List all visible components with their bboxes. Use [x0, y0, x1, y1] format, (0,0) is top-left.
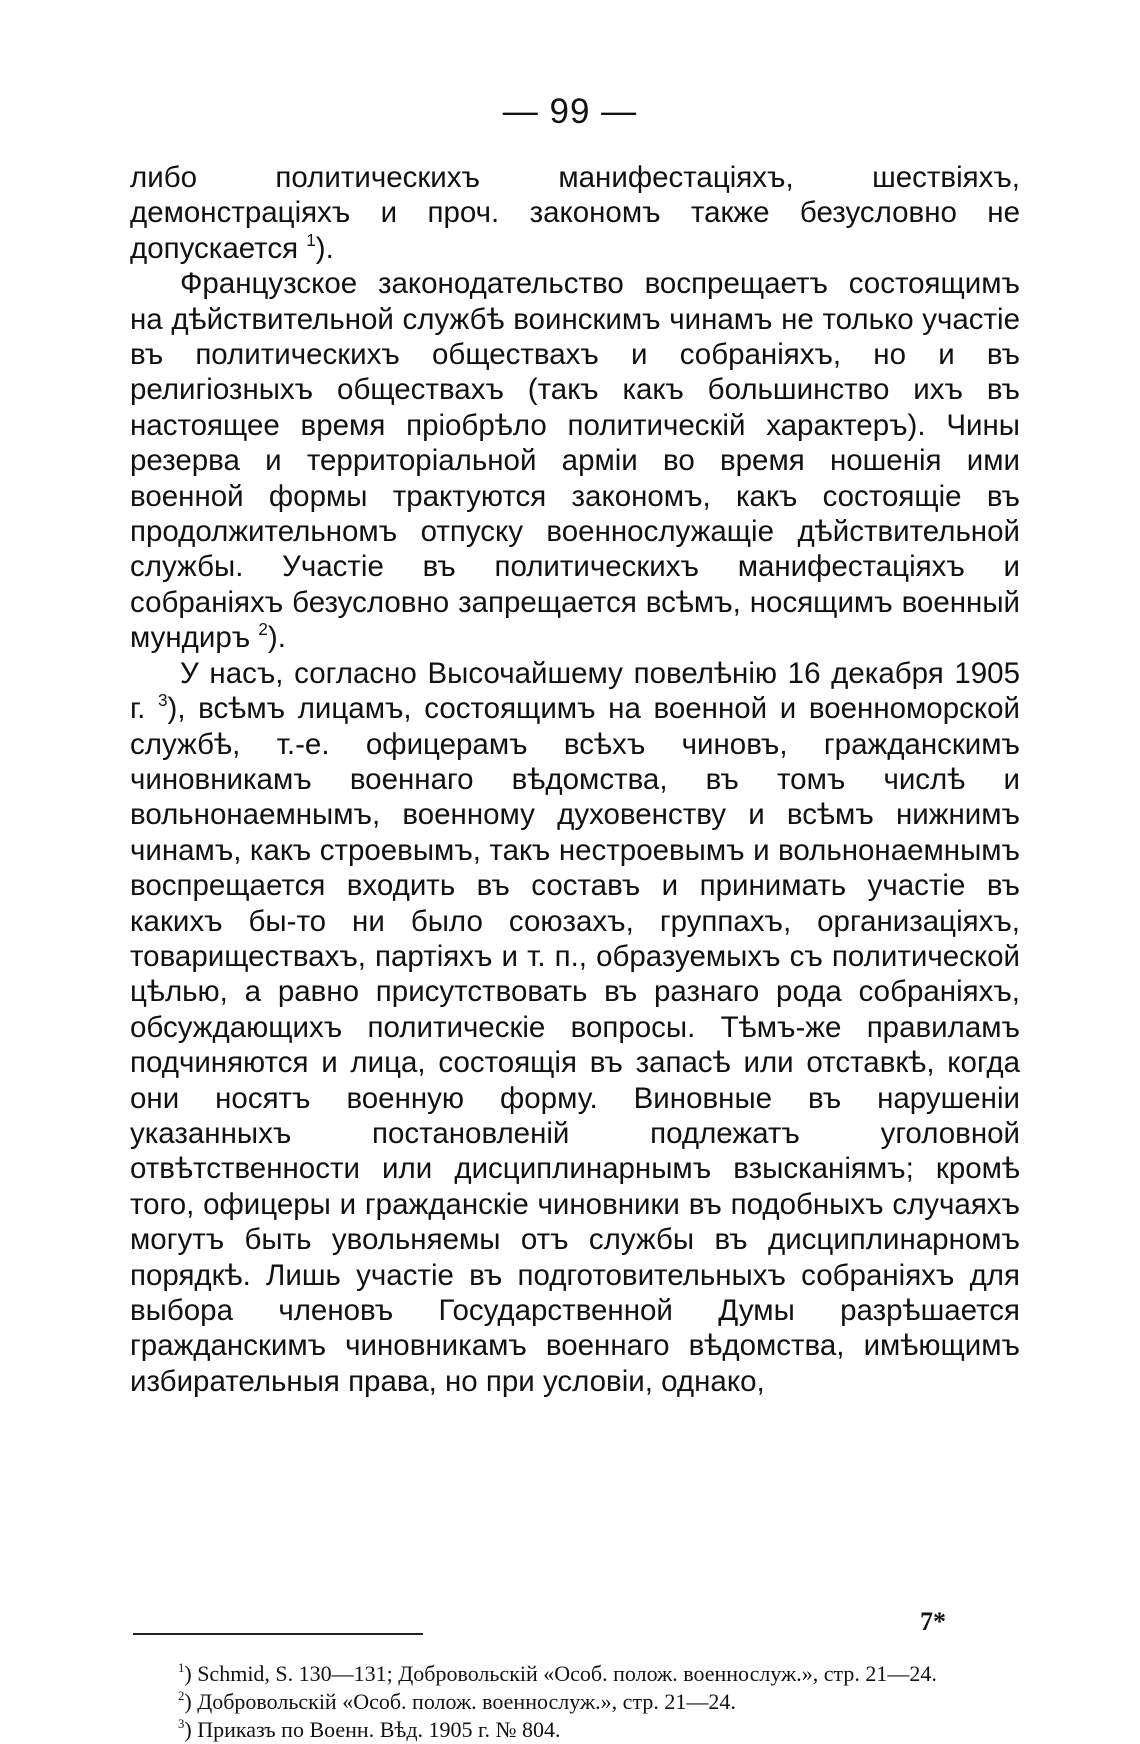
- footnote-text: ) Добровольскiй «Особ. полож. военнослуж.», стр. 21—24.: [184, 1689, 736, 1714]
- paragraph-tail: ).: [267, 621, 286, 655]
- paragraph-text: либо политическихъ манифестацiяхъ, шествiяхъ, демонстрацiяхъ и проч. закономъ также безусловно не допускается: [130, 161, 1020, 265]
- paragraph-text: ), всѣмъ лицамъ, состоящимъ на военной и военноморской службѣ, т.-е. офицерамъ всѣхъ чиновъ, гражданскимъ чиновникамъ военнаго вѣдомства, въ томъ числѣ и вольнонаемнымъ, военному духовенству и всѣмъ нижнимъ чинамъ, какъ строевымъ, такъ нестроевымъ и вольнонаемнымъ воспрещается входить въ составъ и принимать участiе въ какихъ бы-то ни было союзахъ, группахъ, организацiяхъ, товариществахъ, партiяхъ и т. п., образуемыхъ съ политической цѣлью, а равно присутствовать въ разнаго рода собранiяхъ, обсуждающихъ политическiе вопросы. Тѣмъ-же правиламъ подчиняются и лица, состоящiя въ запасѣ или отставкѣ, когда они носятъ военную форму. Виновные въ нарушенiи указанныхъ постановленiй подлежатъ уголовной отвѣтственности или дисциплинарнымъ взысканiямъ; кромѣ того, офицеры и гражданскiе чиновники въ подобныхъ случаяхъ могутъ быть увольняемы отъ службы въ дисциплинарномъ порядкѣ. Лишь участiе въ подготовительныхъ собранiяхъ для выбора членовъ Государственной Думы разрѣшается гражданскимъ чиновникамъ военнаго вѣдомства, имѣющимъ избирательныя права, но при условiи, однако,: [130, 692, 1020, 1398]
- footnote-divider: [133, 1633, 423, 1635]
- paragraph-text: Французское законодательство воспрещаетъ состоящимъ на дѣйствительной службѣ воинскимъ чинамъ не только участiе въ политическихъ обществахъ и собранiяхъ, но и въ религiозныхъ обществахъ (такъ какъ большинство ихъ въ настоящее время прiобрѣло политическiй характеръ). Чины резерва и территорiальной армiи во время ношенiя ими военной формы трактуются закономъ, какъ состоящiе въ продолжительномъ отпуску военнослужащiе дѣйствительной службы. Участiе въ политическихъ манифестацiяхъ и собранiяхъ безусловно запрещается всѣмъ, носящимъ военный мундиръ: [130, 267, 1020, 655]
- footnote-ref: 2: [258, 620, 268, 640]
- paragraph-tail: ).: [315, 231, 334, 265]
- footnote-mark: 2: [178, 1689, 185, 1704]
- footnotes: [133, 1660, 1021, 1744]
- page-number: — 99 —: [502, 92, 638, 131]
- footnote-ref: 3: [158, 691, 168, 711]
- printer-signature: 7*: [920, 1607, 946, 1636]
- footnote-text: ) Приказъ по Военн. Вѣд. 1905 г. № 804.: [184, 1717, 561, 1742]
- footnote-mark: 1: [178, 1661, 185, 1676]
- footnote-ref: 1: [306, 230, 316, 250]
- footnote-2: [133, 1688, 1021, 1716]
- footnote-3: [133, 1716, 1021, 1744]
- main-text: [130, 160, 1020, 1399]
- footnote-1: [133, 1660, 1021, 1688]
- footnote-text: ) Schmid, S. 130—131; Добровольскiй «Особ. полож. военнослуж.», стр. 21—24.: [184, 1661, 937, 1686]
- paragraph-1: [130, 160, 1020, 266]
- paragraph-text: У насъ, согласно Высочайшему повелѣнiю 16 декабря 1905 г.: [130, 656, 1020, 726]
- paragraph-3: [130, 656, 1020, 1400]
- paragraph-2: [130, 266, 1020, 655]
- footnote-mark: 3: [178, 1717, 185, 1732]
